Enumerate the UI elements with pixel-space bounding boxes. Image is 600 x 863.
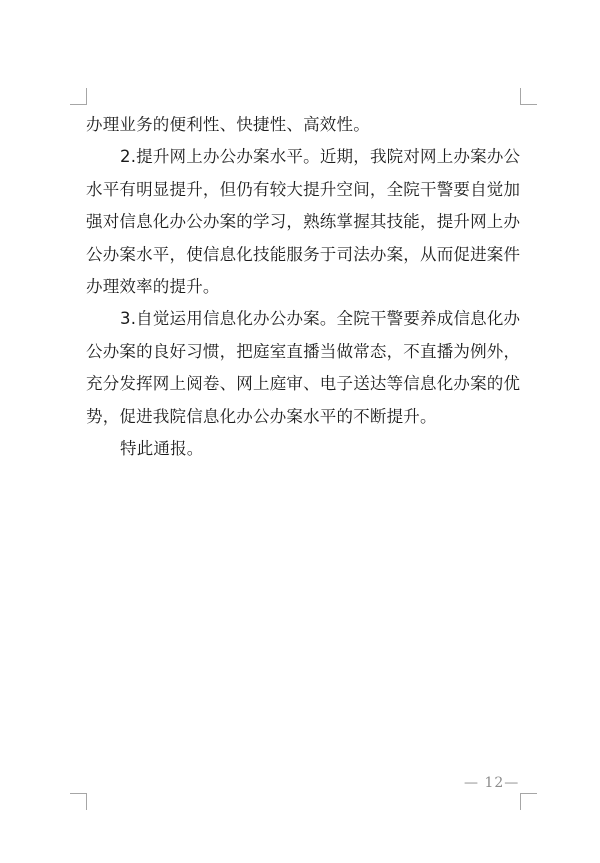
body-line: 公办案水平，使信息化技能服务于司法办案，从而促进案件 bbox=[86, 244, 521, 264]
body-line: 公办案的良好习惯，把庭室直播当做常态，不直播为例外， bbox=[86, 341, 521, 361]
body-line: 势，促进我院信息化办公办案水平的不断提升。 bbox=[86, 406, 437, 426]
crop-mark-top-left bbox=[70, 88, 87, 105]
crop-mark-bottom-left bbox=[70, 793, 87, 810]
item-2-heading-line: 2.提升网上办公办案水平。近期，我院对网上办案办公 bbox=[120, 147, 521, 167]
body-line: 水平有明显提升，但仍有较大提升空间，全院干警要自觉加 bbox=[86, 179, 521, 199]
crop-mark-bottom-right bbox=[520, 793, 537, 810]
body-line: 办理效率的提升。 bbox=[86, 276, 220, 296]
body-line: 充分发挥网上阅卷、网上庭审、电子送达等信息化办案的优 bbox=[86, 374, 521, 394]
item-3-heading-line: 3.自觉运用信息化办公办案。全院干警要养成信息化办 bbox=[120, 309, 521, 329]
closing-line: 特此通报。 bbox=[120, 438, 204, 458]
body-line: 办理业务的便利性、快捷性、高效性。 bbox=[86, 115, 370, 134]
document-body bbox=[86, 109, 526, 465]
crop-mark-top-right bbox=[520, 88, 537, 105]
body-line: 强对信息化办公办案的学习，熟练掌握其技能，提升网上办 bbox=[86, 212, 521, 232]
page-number: — 12— bbox=[464, 775, 520, 791]
